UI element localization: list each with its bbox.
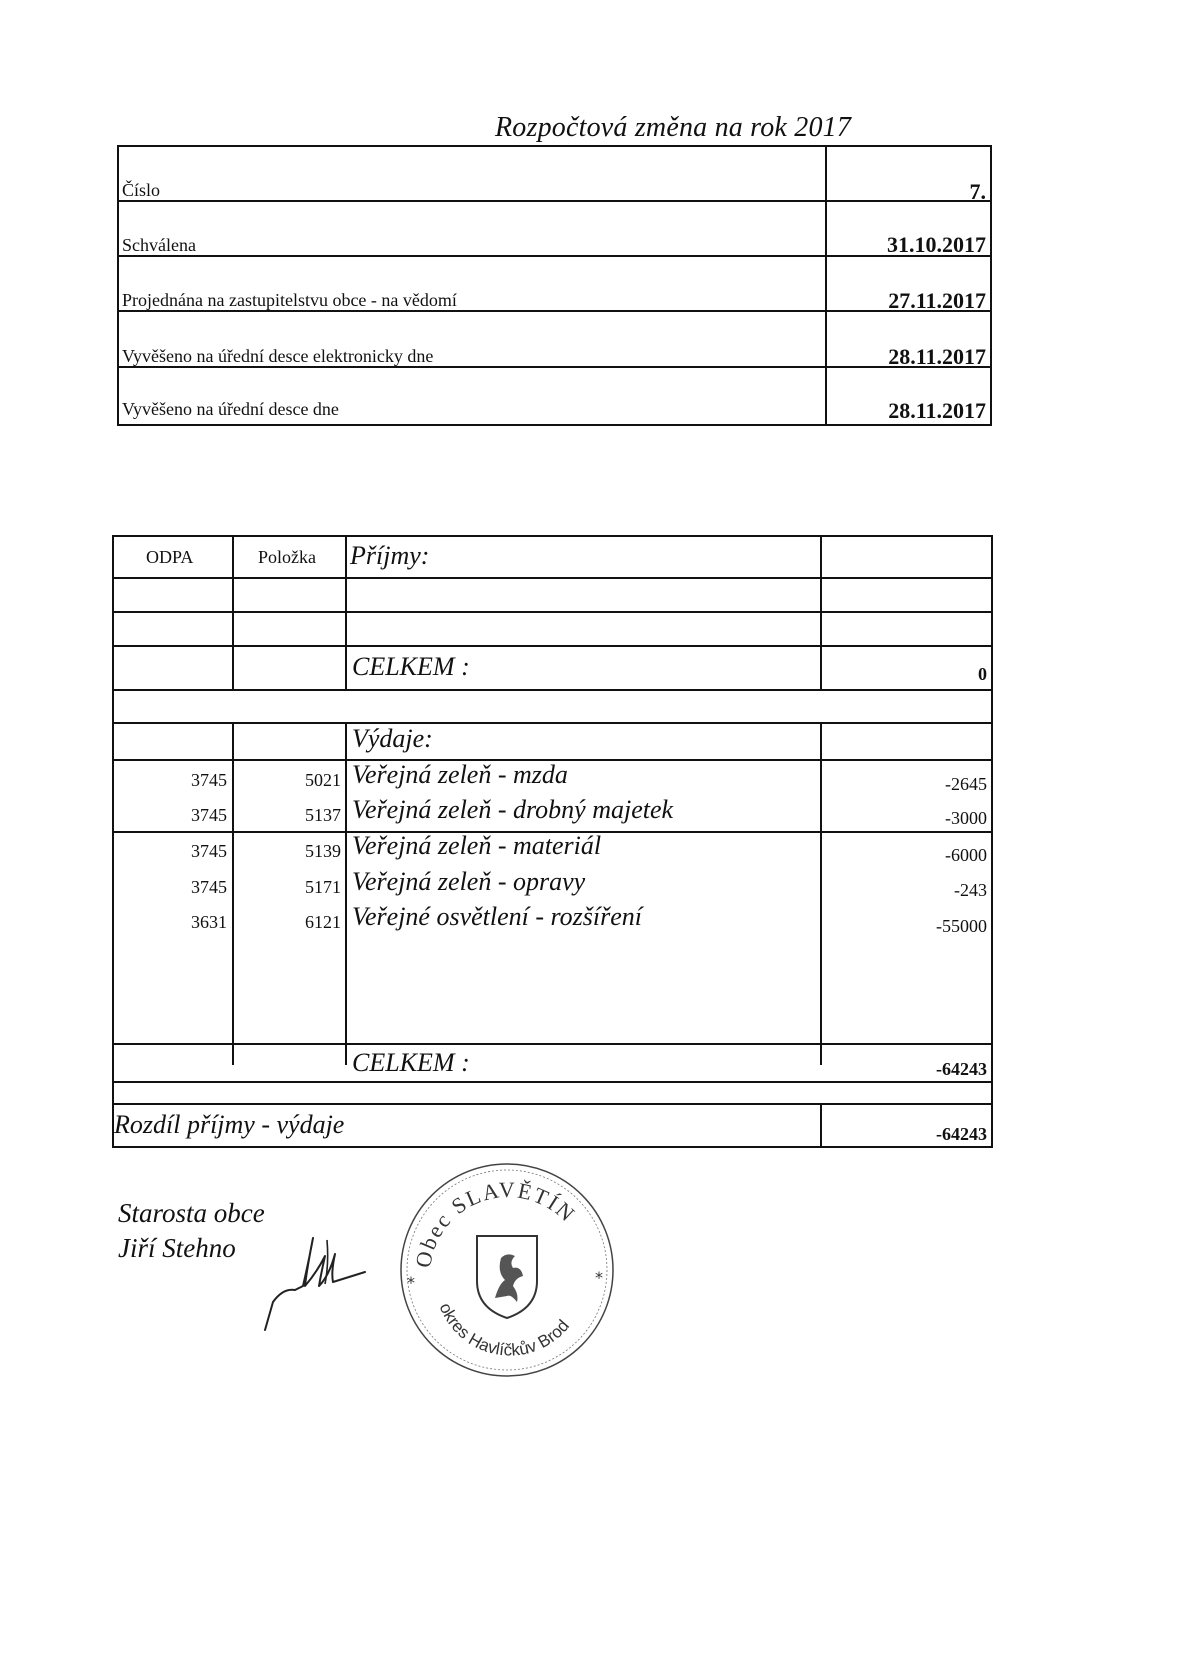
table-row-divider — [114, 1081, 991, 1083]
signatory-name: Jiří Stehno — [118, 1233, 236, 1263]
expense-polozka: 6121 — [305, 912, 341, 932]
column-header-odpa: ODPA — [146, 547, 194, 567]
column-header-polozka: Položka — [258, 547, 316, 567]
table-row-divider — [114, 611, 991, 613]
table-row-divider — [114, 1103, 991, 1105]
info-value-projednana: 27.11.2017 — [888, 288, 986, 313]
polozka-column-divider — [345, 724, 347, 1065]
odpa-column-divider — [232, 537, 234, 691]
expense-amount: -6000 — [945, 845, 987, 865]
polozka-column-divider — [345, 537, 347, 691]
expense-polozka: 5137 — [305, 805, 341, 825]
expense-total-label: CELKEM : — [352, 1048, 470, 1077]
expense-amount: -55000 — [936, 916, 987, 936]
expense-polozka: 5171 — [305, 877, 341, 897]
budget-table — [112, 535, 993, 1148]
expense-polozka: 5021 — [305, 770, 341, 790]
income-total-value: 0 — [978, 664, 987, 684]
info-label-vyveseno-elektronicky: Vyvěšeno na úřední desce elektronicky dne — [122, 346, 434, 366]
expense-odpa: 3745 — [191, 770, 227, 790]
expense-description: Veřejné osvětlení - rozšíření — [352, 902, 643, 931]
table-row-divider — [114, 1043, 991, 1045]
official-stamp — [395, 1158, 620, 1383]
info-value-vyveseno-elektronicky: 28.11.2017 — [888, 344, 986, 369]
amount-column-divider — [820, 1105, 822, 1148]
expense-description: Veřejná zeleň - mzda — [352, 760, 568, 789]
expense-description: Veřejná zeleň - materiál — [352, 831, 602, 860]
document-title: Rozpočtová změna na rok 2017 — [495, 112, 852, 143]
income-heading: Příjmy: — [350, 541, 430, 570]
svg-text:okres Havlíčkův Brod: okres Havlíčkův Brod — [435, 1300, 573, 1360]
info-label-vyveseno: Vyvěšeno na úřední desce dne — [122, 399, 339, 419]
expense-odpa: 3745 — [191, 877, 227, 897]
table-row-divider — [114, 689, 991, 691]
info-table — [117, 145, 992, 426]
info-value-schvalena: 31.10.2017 — [887, 232, 986, 257]
info-value-cislo: 7. — [969, 179, 986, 204]
expense-amount: -243 — [954, 880, 987, 900]
amount-column-divider — [820, 537, 822, 691]
info-column-divider — [825, 147, 827, 424]
odpa-column-divider — [232, 724, 234, 1065]
expense-amount: -2645 — [945, 774, 987, 794]
expense-total-value: -64243 — [936, 1059, 987, 1079]
expense-odpa: 3745 — [191, 841, 227, 861]
table-row-divider — [114, 645, 991, 647]
info-value-vyveseno: 28.11.2017 — [888, 398, 986, 423]
expense-amount: -3000 — [945, 808, 987, 828]
income-total-label: CELKEM : — [352, 652, 470, 681]
expense-odpa: 3631 — [191, 912, 227, 932]
expense-description: Veřejná zeleň - drobný majetek — [352, 795, 674, 824]
info-row-divider — [119, 200, 990, 202]
expense-heading: Výdaje: — [352, 724, 433, 753]
table-row-divider — [114, 722, 991, 724]
info-row-divider — [119, 255, 990, 257]
amount-column-divider — [820, 724, 822, 1065]
info-label-cislo: Číslo — [122, 180, 161, 200]
svg-text:*: * — [595, 1268, 603, 1287]
handwritten-signature — [255, 1220, 405, 1335]
expense-description: Veřejná zeleň - opravy — [352, 867, 586, 896]
svg-text:*: * — [407, 1273, 415, 1292]
difference-label: Rozdíl příjmy - výdaje — [114, 1110, 345, 1139]
table-row-divider — [114, 577, 991, 579]
expense-odpa: 3745 — [191, 805, 227, 825]
info-label-schvalena: Schválena — [122, 235, 196, 255]
coat-of-arms-icon — [477, 1236, 537, 1318]
svg-text:Obec SLAVĚTÍN: Obec SLAVĚTÍN — [410, 1177, 581, 1270]
difference-value: -64243 — [936, 1124, 987, 1144]
info-label-projednana: Projednána na zastupitelstvu obce - na vědomí — [122, 290, 457, 310]
expense-polozka: 5139 — [305, 841, 341, 861]
signatory-role: Starosta obce — [118, 1198, 265, 1228]
